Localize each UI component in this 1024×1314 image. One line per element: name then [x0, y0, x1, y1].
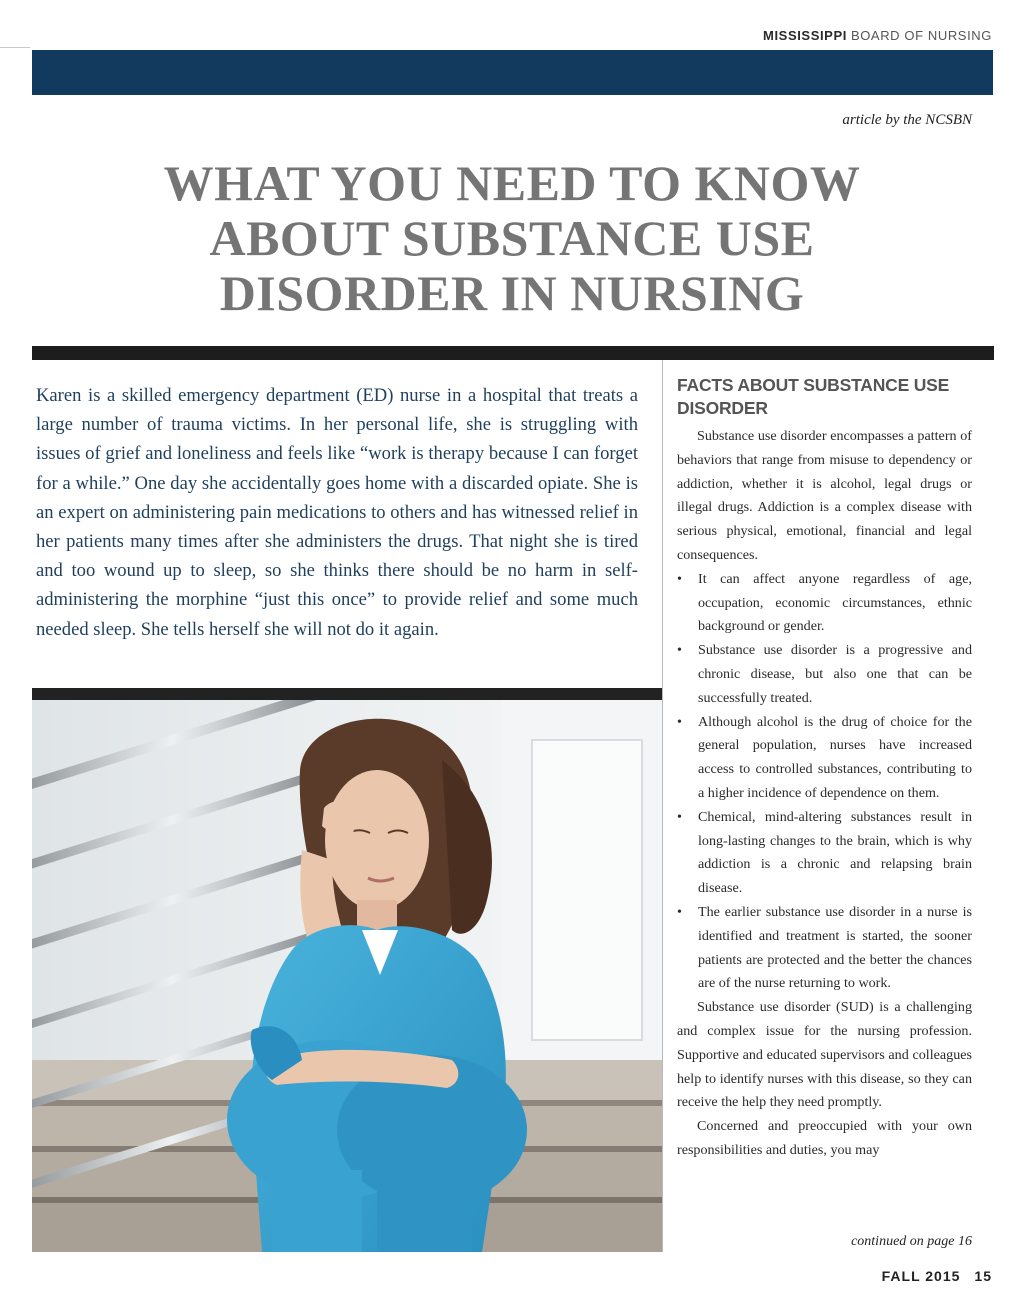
sidebar-paragraph-1: Substance use disorder encompasses a pattern of behaviors that range from misuse to dependency or addiction, whether it is alcohol, legal drugs or illegal drugs. Addiction is a complex disease with serious physical, emotional, financial and legal consequences. — [677, 428, 972, 563]
title-rule — [32, 346, 994, 360]
publication-name — [763, 28, 992, 43]
sidebar-paragraph-2: Substance use disorder (SUD) is a challenging and complex issue for the nursing profession. Supportive and educated supervisors and colleagues help to identify nurses with this disease, so they can receive the help they need promptly. — [677, 999, 972, 1111]
article-title — [60, 156, 964, 321]
fact-item: • Chemical, mind-altering substances result in long-lasting changes to the brain, which is why addiction is a chronic and relapsing brain disease. — [677, 806, 972, 901]
continued-note[interactable]: continued on page 16 — [851, 1234, 972, 1249]
facts-sidebar — [677, 374, 972, 1163]
fact-item: • It can affect anyone regardless of age, occupation, economic circumstances, ethnic background or gender. — [677, 568, 972, 639]
title-line-1: WHAT YOU NEED TO KNOW — [163, 155, 861, 211]
photo-top-bar — [32, 688, 662, 700]
nurse-photo — [32, 700, 662, 1252]
nurse-illustration — [32, 700, 662, 1252]
fact-item: • Substance use disorder is a progressive and chronic disease, but also one that can be successfully treated. — [677, 639, 972, 710]
column-divider — [662, 360, 663, 1252]
fact-item: • Although alcohol is the drug of choice for the general population, nurses have increased access to controlled substances, contributing to a higher incidence of dependence on them. — [677, 711, 972, 806]
page-number: 15 — [974, 1268, 992, 1284]
header-band — [32, 50, 993, 95]
top-hairline — [0, 47, 30, 48]
facts-list — [677, 568, 972, 996]
page-footer — [882, 1268, 992, 1284]
intro-paragraph: Karen is a skilled emergency department (ED) nurse in a hospital that treats a large number of trauma victims. In her personal life, she is struggling with issues of grief and loneliness and feels like “work is therapy because I can forget for a while.” One day she accidentally goes home with a discarded opiate. She is an expert on administering pain medications to others and has witnessed relief in her patients many times after she administers the drugs. That night she is tired and too wound up to sleep, so she thinks there should be no harm in self-administering the morphine “just this once” to provide relief and some much needed sleep. She tells herself she will not do it again. — [36, 385, 638, 640]
byline: article by the NCSBN — [842, 112, 972, 128]
fact-item: • The earlier substance use disorder in a nurse is identified and treatment is started, the sooner patients are protected and the better the chances are of the nurse returning to work. — [677, 901, 972, 996]
sidebar-heading: FACTS ABOUT SUBSTANCE USE DISORDER — [677, 375, 950, 418]
sidebar-paragraph-3: Concerned and preoccupied with your own responsibilities and duties, you may — [677, 1118, 972, 1158]
title-line-2: ABOUT SUBSTANCE USE — [209, 210, 815, 266]
issue-label: FALL 2015 — [881, 1268, 961, 1284]
publication-name-light: BOARD OF NURSING — [850, 28, 992, 43]
title-line-3: DISORDER IN NURSING — [219, 265, 805, 321]
publication-name-bold: MISSISSIPPI — [763, 28, 847, 43]
